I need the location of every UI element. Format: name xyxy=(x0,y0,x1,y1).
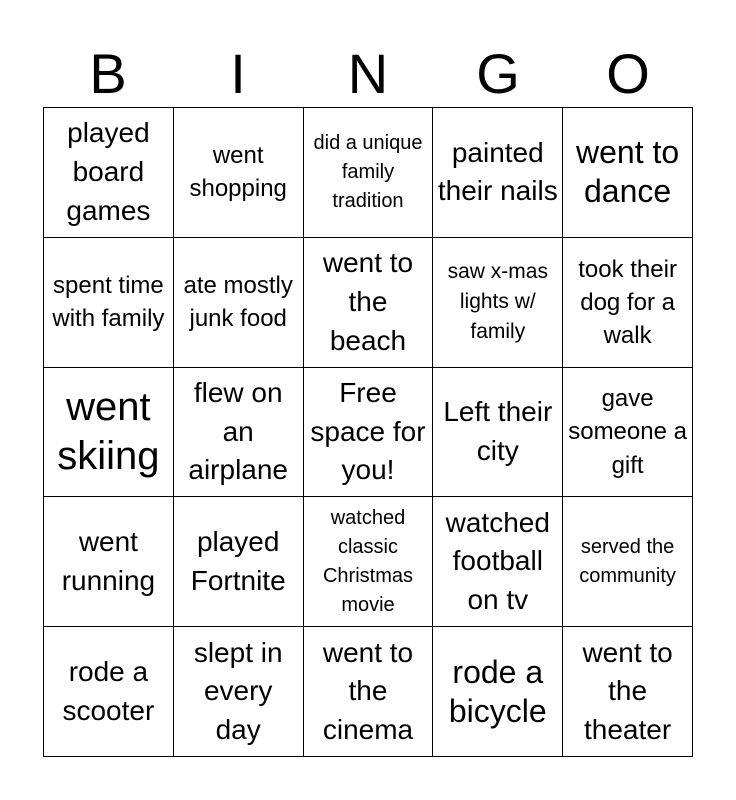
header-letter-b: B xyxy=(89,42,127,105)
cell-text: watched football on tv xyxy=(445,506,550,616)
cell-text: spent time with family xyxy=(52,272,165,333)
cell-text: did a unique family tradition xyxy=(313,131,423,212)
cell-text: went to the theater xyxy=(582,636,673,745)
bingo-cell-r5-c4[interactable] xyxy=(433,627,563,757)
bingo-cell-r3-c5[interactable] xyxy=(563,368,693,498)
cell-text: painted their nails xyxy=(437,136,558,207)
bingo-cell-r2-c3[interactable] xyxy=(304,238,434,368)
cell-text: rode a scooter xyxy=(62,655,155,726)
bingo-cell-r4-c4[interactable] xyxy=(433,497,563,627)
cell-text: went to dance xyxy=(576,134,680,210)
bingo-cell-r2-c2[interactable] xyxy=(174,238,304,368)
bingo-cell-r4-c1[interactable] xyxy=(44,497,174,627)
bingo-cell-r5-c5[interactable] xyxy=(563,627,693,757)
bingo-cell-r1-c4[interactable] xyxy=(433,108,563,238)
header-letter-g: G xyxy=(476,42,520,105)
cell-text: went to the beach xyxy=(322,247,414,356)
cell-text: served the community xyxy=(579,535,676,587)
bingo-cell-r5-c1[interactable] xyxy=(44,627,174,757)
bingo-cell-r4-c2[interactable] xyxy=(174,497,304,627)
bingo-header xyxy=(43,40,693,108)
cell-text: gave someone a gift xyxy=(568,385,687,479)
cell-text: watched classic Christmas movie xyxy=(322,506,413,616)
cell-text: took their dog for a walk xyxy=(578,255,677,349)
cell-text: went running xyxy=(61,526,156,596)
bingo-board xyxy=(43,107,693,757)
bingo-cell-r2-c4[interactable] xyxy=(433,238,563,368)
bingo-cell-r1-c2[interactable] xyxy=(174,108,304,238)
bingo-cell-r2-c5[interactable] xyxy=(563,238,693,368)
cell-text: went to the cinema xyxy=(322,636,414,745)
header-letter-o: O xyxy=(606,42,650,105)
header-letter-n: N xyxy=(347,42,389,105)
cell-text: rode a bicycle xyxy=(448,653,547,729)
bingo-cell-r3-c1[interactable] xyxy=(44,368,174,498)
cell-text: went skiing xyxy=(57,385,160,478)
cell-text: played Fortnite xyxy=(190,526,286,596)
cell-text: flew on an airplane xyxy=(188,377,289,486)
bingo-cell-r1-c1[interactable] xyxy=(44,108,174,238)
cell-text: went shopping xyxy=(189,142,287,203)
bingo-cell-r1-c3[interactable] xyxy=(304,108,434,238)
bingo-cell-r4-c5[interactable] xyxy=(563,497,693,627)
bingo-cell-r4-c3[interactable] xyxy=(304,497,434,627)
cell-text: Free space for you! xyxy=(310,377,426,486)
bingo-cell-r3-c4[interactable] xyxy=(433,368,563,498)
cell-text: Left their city xyxy=(443,396,553,466)
bingo-cell-r3-c2[interactable] xyxy=(174,368,304,498)
bingo-cell-r5-c3[interactable] xyxy=(304,627,434,757)
cell-text: saw x-mas lights w/ family xyxy=(447,259,548,344)
bingo-cell-r3-c3[interactable] xyxy=(304,368,434,498)
bingo-cell-r1-c5[interactable] xyxy=(563,108,693,238)
cell-text: ate mostly junk food xyxy=(183,272,293,333)
cell-text: played board games xyxy=(66,117,151,226)
bingo-cell-r5-c2[interactable] xyxy=(174,627,304,757)
bingo-cell-r2-c1[interactable] xyxy=(44,238,174,368)
header-letter-i: I xyxy=(230,42,246,105)
cell-text: slept in every day xyxy=(193,636,283,745)
